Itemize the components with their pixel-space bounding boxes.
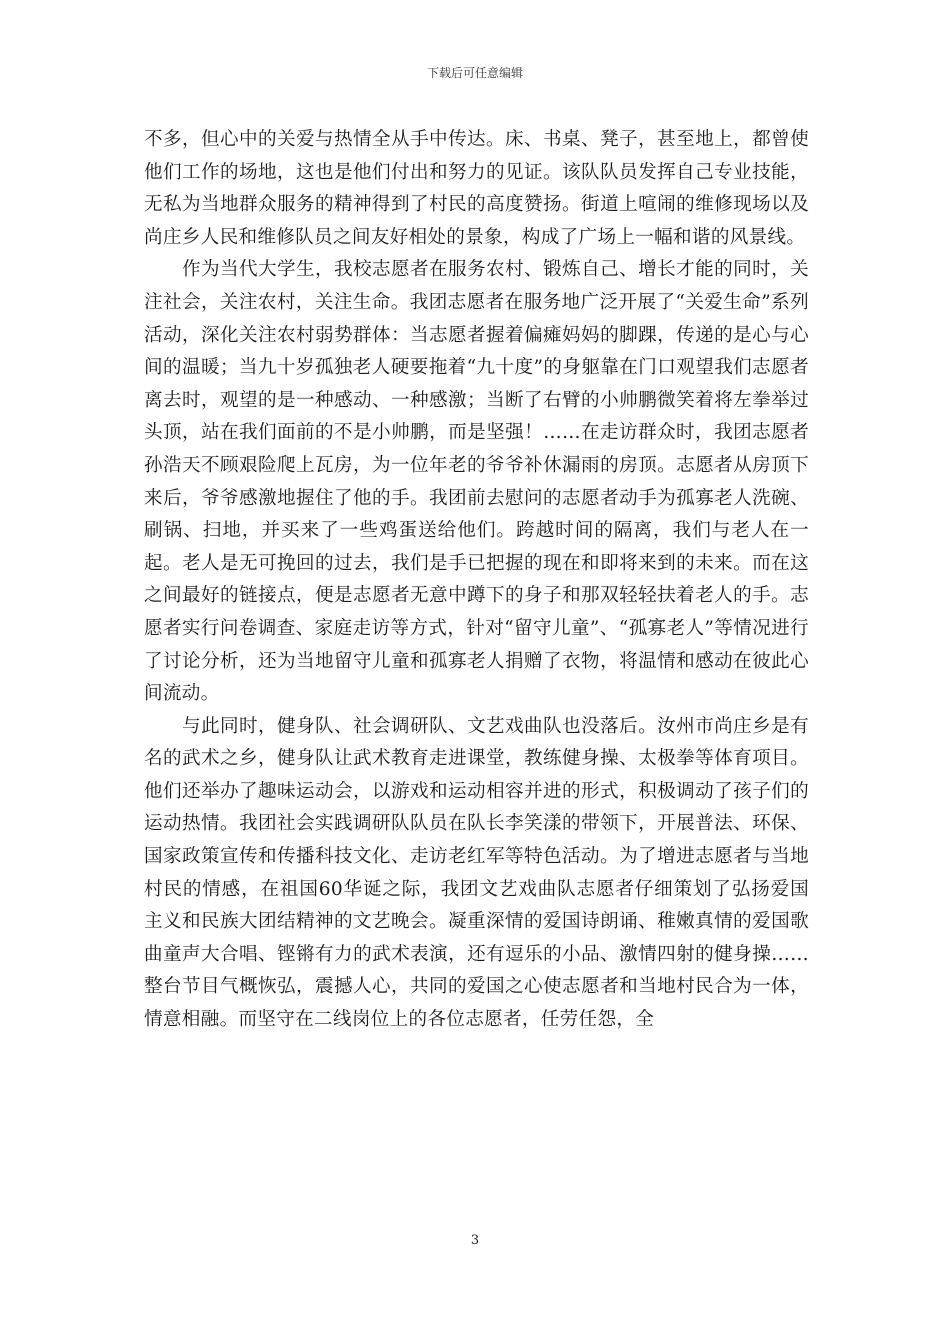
paragraph-3: 与此同时，健身队、社会调研队、文艺戏曲队也没落后。汝州市尚庄乡是有名的武术之乡，健身队让武术教育走进课堂，教练健身操、太极拳等体育项目。他们还举办了趣味运动会，以游戏和运动相容并进的形式，积极调动了孩子们的运动热情。我团社会实践调研队队员在队长李笑漾的带领下，开展普法、环保、国家政策宣传和传播科技文化、走访老红军等特色活动。为了增进志愿者与当地村民的情感，在祖国60华诞之际，我团文艺戏曲队志愿者仔细策划了弘扬爱国主义和民族大团结精神的文艺晚会。凝重深情的爱国诗朗诵、稚嫩真情的爱国歌曲童声大合唱、铿锵有力的武术表演，还有逗乐的小品、激情四射的健身操……整台节目气概恢弘，震撼人心，共同的爱国之心使志愿者和当地村民合为一体，情意相融。而坚守在二线岗位上的各位志愿者，任劳任怨，全 (144, 715, 809, 1031)
paragraph-2: 作为当代大学生，我校志愿者在服务农村、锻炼自己、增长才能的同时，关注社会，关注农村，关注生命。我团志愿者在服务地广泛开展了“关爱生命”系列活动，深化关注农村弱势群体：当志愿者握着偏瘫妈妈的脚踝，传递的是心与心间的温暖；当九十岁孤独老人硬要拖着“九十度”的身躯靠在门口观望我们志愿者离去时，观望的是一种感动、一种感激；当断了右臂的小帅鹏微笑着将左拳举过头顶，站在我们面前的不是小帅鹏，而是坚强！……在走访群众时，我团志愿者孙浩天不顾艰险爬上瓦房，为一位年老的爷爷补休漏雨的房顶。志愿者从房顶下来后，爷爷感激地握住了他的手。我团前去慰问的志愿者动手为孤寡老人洗碗、刷锅、扫地，并买来了一些鸡蛋送给他们。跨越时间的隔离，我们与老人在一起。老人是无可挽回的过去，我们是手已把握的现在和即将来到的未来。而在这之间最好的链接点，便是志愿者无意中蹲下的身子和那双轻轻扶着老人的手。志愿者实行问卷调查、家庭走访等方式，针对“留守儿童”、“孤寡老人”等情况进行了讨论分析，还为当地留守儿童和孤寡老人捐赠了衣物，将温情和感动在彼此心间流动。 (144, 259, 809, 705)
page-header: 下载后可任意编辑 (426, 66, 523, 80)
document-body (144, 124, 809, 1037)
page-number: 3 (470, 1233, 480, 1248)
paragraph-1: 不多，但心中的关爱与热情全从手中传达。床、书桌、凳子，甚至地上，都曾使他们工作的场地，这也是他们付出和努力的见证。该队队员发挥自己专业技能，无私为当地群众服务的精神得到了村民的高度赞扬。街道上喧闹的维修现场以及尚庄乡人民和维修队员之间友好相处的景象，构成了广场上一幅和谐的风景线。 (144, 129, 809, 248)
